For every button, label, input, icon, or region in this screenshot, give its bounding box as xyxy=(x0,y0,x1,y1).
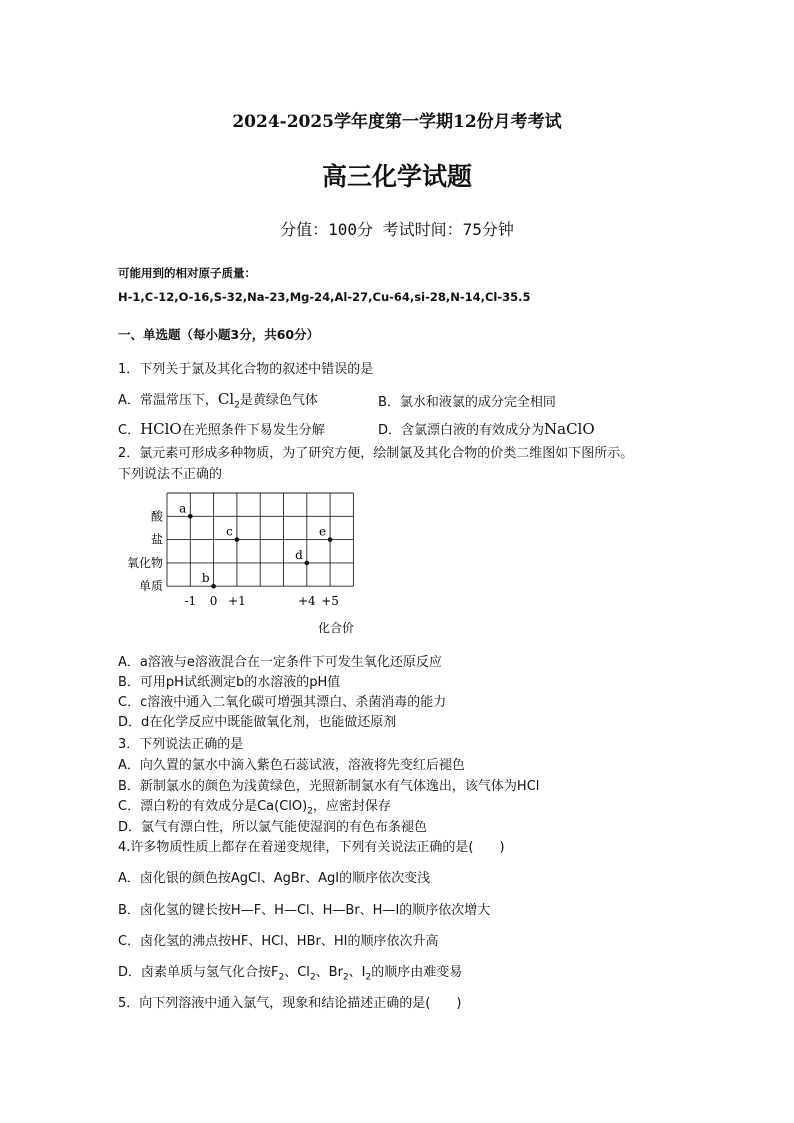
atomic-mass-label: 可能用到的相对原子质量： xyxy=(118,266,256,280)
q2-option-c: C．c溶液中通入二氧化碳可增强其漂白、杀菌消毒的能力 xyxy=(118,695,447,710)
x-tick-label: 0 xyxy=(209,594,218,609)
x-tick-label: +4 xyxy=(297,594,316,609)
chart-y-labels xyxy=(127,509,164,593)
point-e xyxy=(328,537,333,542)
point-label-b: b xyxy=(201,571,210,586)
q1-option-b: B．氯水和液氯的成分完全相同 xyxy=(378,395,556,410)
q4-stem: 4.许多物质性质上都存在着递变规律，下列有关说法正确的是( ) xyxy=(118,840,505,855)
q2-option-a: A．a溶液与e溶液混合在一定条件下可发生氧化还原反应 xyxy=(118,655,442,670)
point-d xyxy=(305,561,310,566)
q3-option-b: B．新制氯水的颜色为浅黄绿色，光照新制氯水有气体逸出，该气体为HCl xyxy=(118,779,540,794)
q3-option-d: D．氯气有漂白性，所以氯气能使湿润的有色布条褪色 xyxy=(118,820,428,835)
section-title: 一、单选题（每小题3分，共60分） xyxy=(118,327,320,342)
y-category-label: 盐 xyxy=(150,532,163,547)
q2-option-d: D．d在化学反应中既能做氧化剂，也能做还原剂 xyxy=(118,715,397,730)
point-c xyxy=(235,537,240,542)
point-label-d: d xyxy=(295,547,303,562)
y-category-label: 酸 xyxy=(150,509,163,524)
q2-stem-line2: 下列说法不正确的 xyxy=(118,467,223,482)
q3-option-a: A．向久置的氯水中滴入紫色石蕊试液，溶液将先变红后褪色 xyxy=(118,758,465,773)
valence-class-chart xyxy=(115,485,365,640)
exam-title: 2024-2025学年度第一学期12份月考考试 xyxy=(232,112,562,132)
q2-stem-line1: 2．氯元素可形成多种物质，为了研究方便，绘制氯及其化合物的价类二维图如下图所示。 xyxy=(118,446,634,461)
q4-option-b: B．卤化氢的键长按H—F、H—Cl、H—Br、H—I的顺序依次增大 xyxy=(118,903,491,918)
y-category-label: 单质 xyxy=(138,579,163,594)
subject-title: 高三化学试题 xyxy=(321,162,472,191)
x-tick-label: +1 xyxy=(228,594,246,609)
q3-option-c: C．漂白粉的有效成分是$Ca(ClO)_2$，应密封保存 xyxy=(118,799,391,817)
x-tick-label: +5 xyxy=(321,594,339,609)
chart-x-axis-title: 化合价 xyxy=(318,621,355,635)
y-category-label: 氧化物 xyxy=(126,555,163,570)
point-label-e: e xyxy=(318,524,327,539)
q2-option-b: B．可用pH试纸测定b的水溶液的pH值 xyxy=(118,675,341,690)
atomic-mass-values: H-1,C-12,O-16,S-32,Na-23,Mg-24,Al-27,Cu-64,si-28,N-14,Cl-35.5 xyxy=(118,290,531,304)
q1-option-d: D．含氯漂白液的有效成分为NaClO xyxy=(378,420,595,438)
point-label-a: a xyxy=(179,501,187,516)
chart-grid xyxy=(167,493,353,586)
point-label-c: c xyxy=(226,524,233,539)
q4-option-a: A．卤化银的颜色按AgCl、AgBr、AgI的顺序依次变浅 xyxy=(118,871,431,886)
q3-stem: 3．下列说法正确的是 xyxy=(118,737,244,752)
q1-option-a: A．常温常压下，$Cl_2$是黄绿色气体 xyxy=(118,390,318,411)
q4-option-d: D．卤素单质与氢气化合按$F_2$、$Cl_2$、$Br_2$、$I_2$的顺序由难变易 xyxy=(118,965,463,983)
chart-points xyxy=(179,501,332,588)
q1-stem: 1．下列关于氯及其化合物的叙述中错误的是 xyxy=(118,362,374,377)
q4-option-c: C．卤化氢的沸点按HF、HCl、HBr、HI的顺序依次升高 xyxy=(118,934,439,949)
point-b xyxy=(211,584,216,589)
q1-option-c: C．HClO在光照条件下易发生分解 xyxy=(118,420,325,438)
q5-stem: 5．向下列溶液中通入氯气，现象和结论描述正确的是( ) xyxy=(118,996,462,1011)
point-a xyxy=(188,514,193,519)
score-time: 分值：100分 考试时间：75分钟 xyxy=(280,220,514,239)
x-tick-label: -1 xyxy=(184,594,197,609)
chart-x-labels xyxy=(184,594,339,608)
